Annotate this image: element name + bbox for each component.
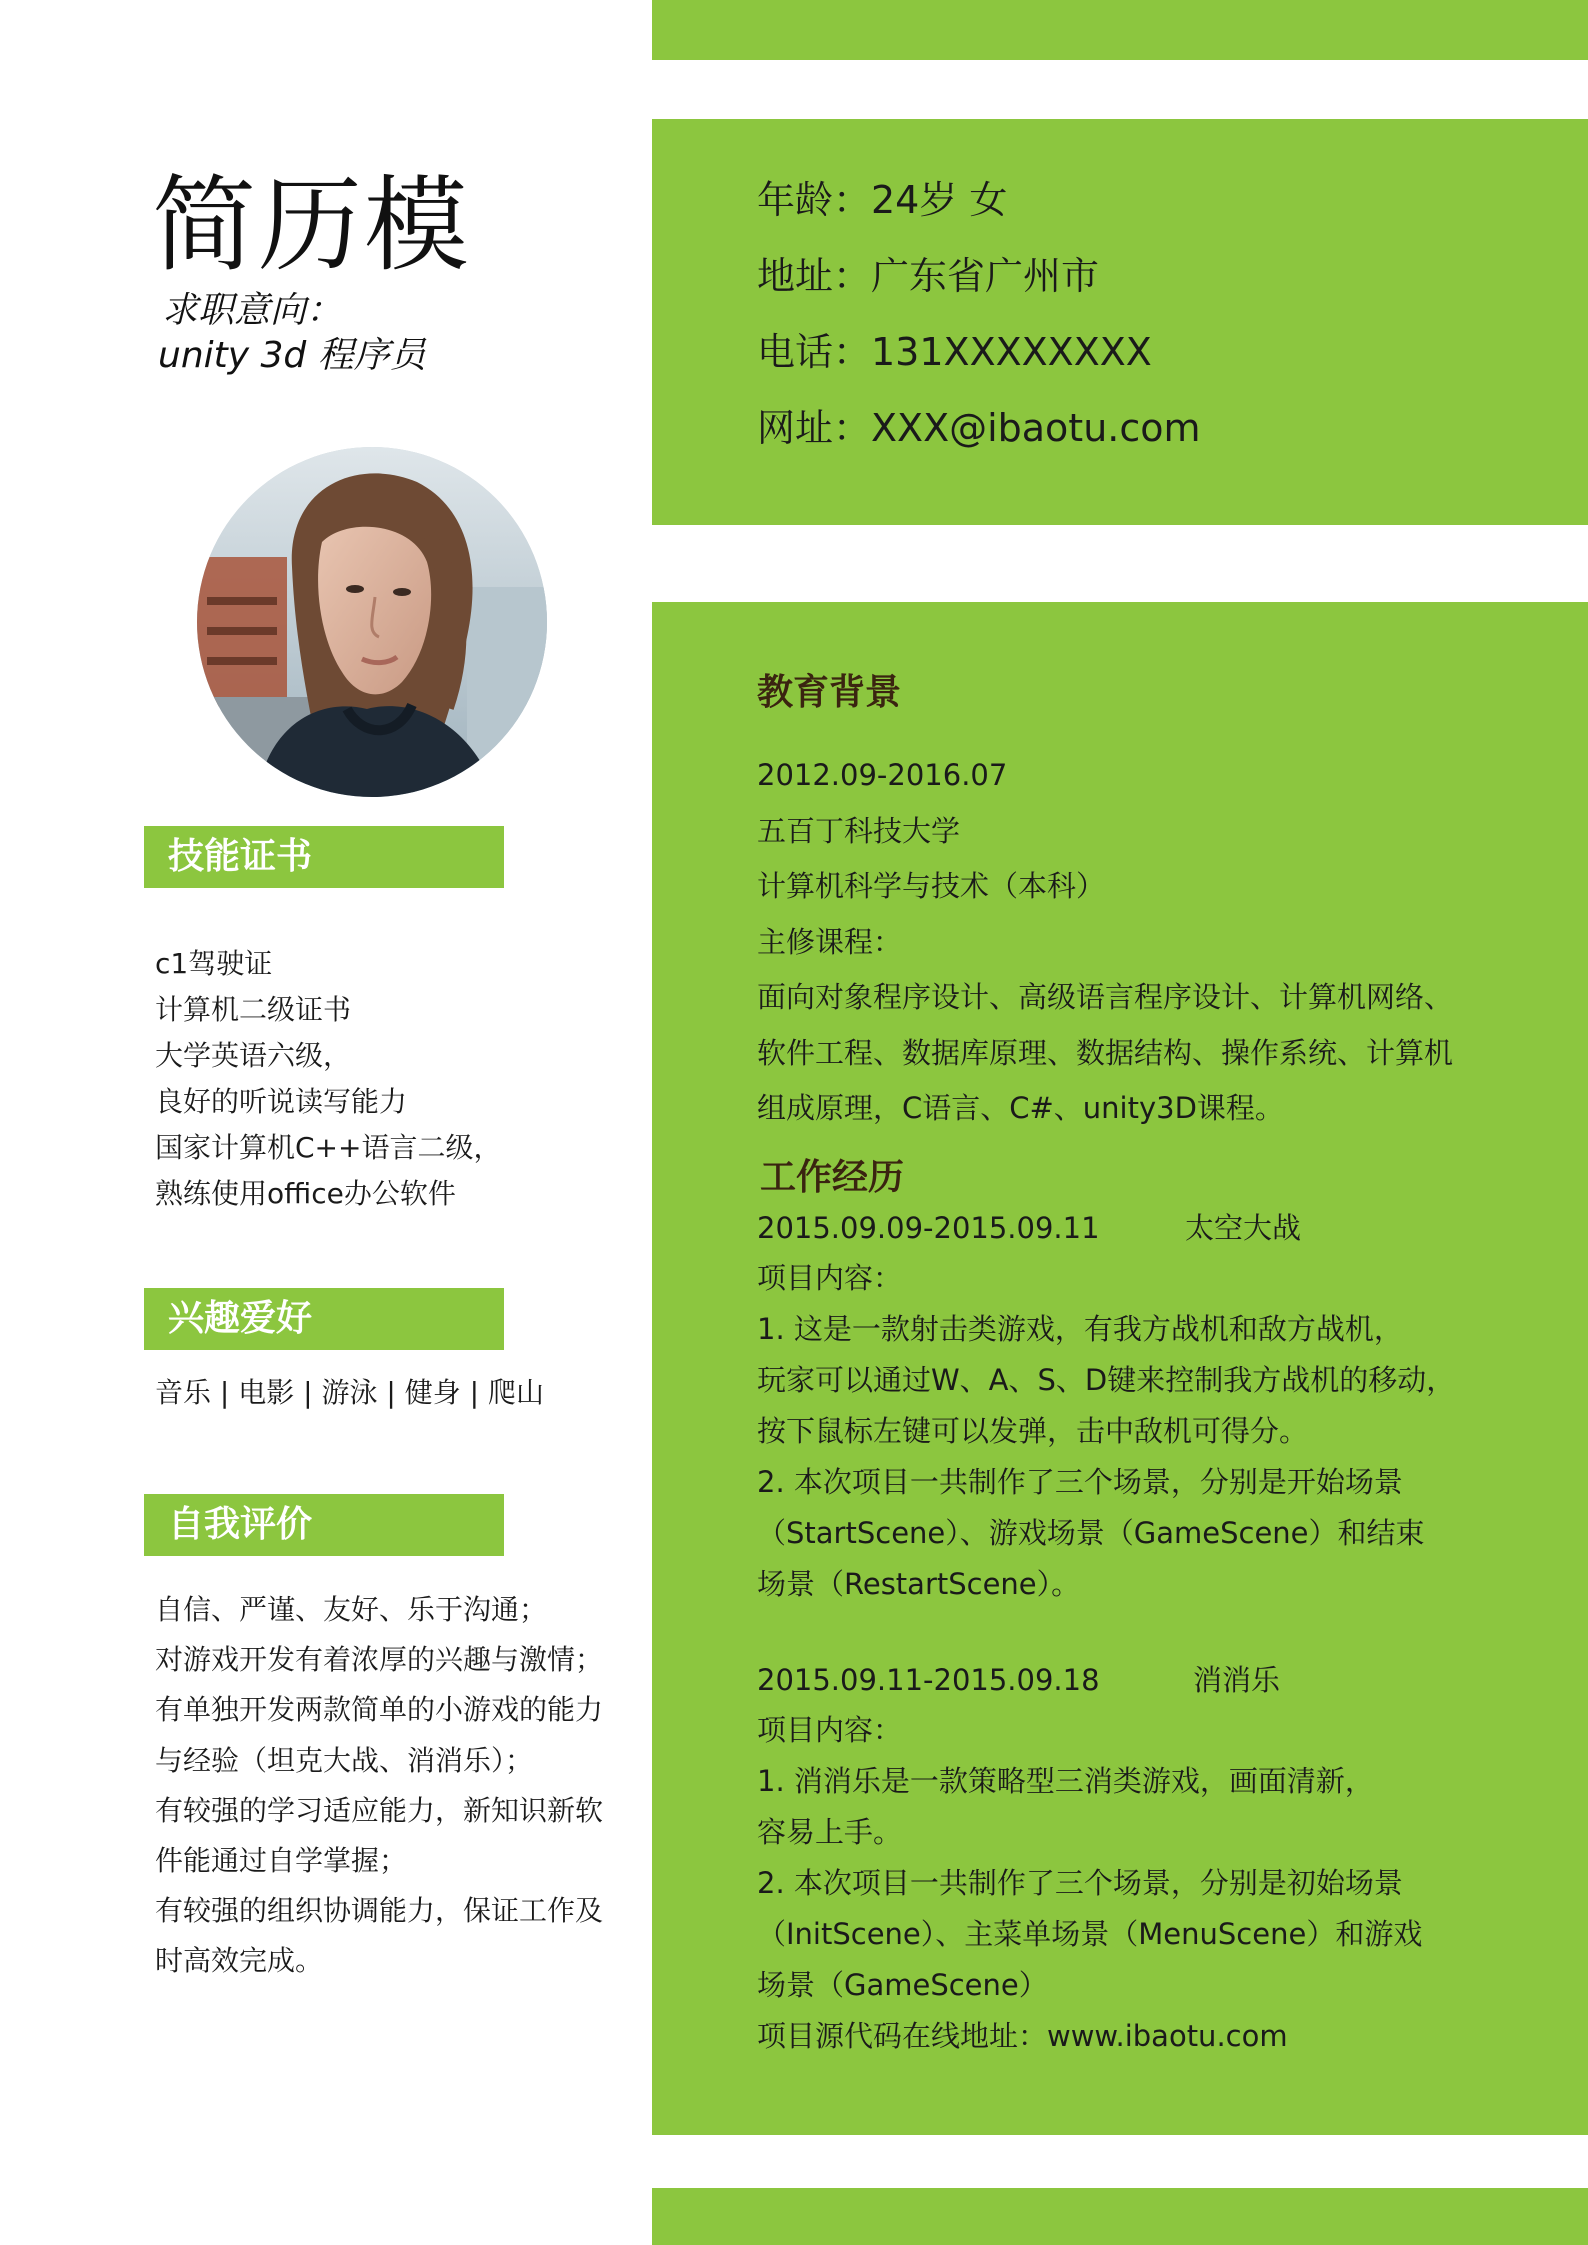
list-item: 时高效完成。 [155, 1944, 324, 1978]
info-phone: 电话：131XXXXXXXX [757, 330, 1152, 374]
list-item: 场景（RestartScene）。 [757, 1567, 1081, 1601]
education-heading: 教育背景 [757, 672, 902, 713]
list-item: 五百丁科技大学 [757, 813, 961, 848]
self-evaluation-heading-label: 自我评价 [168, 1504, 313, 1545]
list-item: 项目源代码在线地址：www.ibaotu.com [757, 2019, 1288, 2053]
list-item: （InitScene）、主菜单场景（MenuScene）和游戏 [757, 1917, 1423, 1951]
resume-title: 简历模 [152, 164, 471, 286]
list-item: 有单独开发两款简单的小游戏的能力 [155, 1693, 604, 1727]
list-item: 2012.09-2016.07 [757, 758, 1008, 792]
hobbies-heading-label: 兴趣爱好 [168, 1298, 313, 1339]
skills-heading-label: 技能证书 [168, 836, 313, 877]
list-item: 主修课程： [757, 924, 903, 959]
education-list [757, 748, 1453, 1137]
list-item: 1. 这是一款射击类游戏，有我方战机和敌方战机， [757, 1312, 1403, 1346]
bottom-accent-band [652, 2188, 1588, 2245]
hobbies-heading [144, 1288, 504, 1350]
personal-info-list [757, 162, 1201, 466]
job-intention-label: 求职意向： [162, 290, 343, 331]
info-website: 网址：XXX@ibaotu.com [757, 406, 1201, 450]
list-item: （StartScene）、游戏场景（GameScene）和结束 [757, 1516, 1425, 1550]
job-intention-value: unity 3d 程序员 [158, 335, 426, 376]
project-period: 2015.09.11-2015.09.18 [757, 1663, 1100, 1697]
list-item: 大学英语六级， [155, 1039, 352, 1072]
list-item: 软件工程、数据库原理、数据结构、操作系统、计算机 [757, 1035, 1454, 1070]
list-item: 组成原理，C语言、C#、unity3D课程。 [757, 1091, 1284, 1125]
list-item: 计算机科学与技术（本科） [757, 869, 1106, 903]
hobbies-text: 音乐 | 电影 | 游泳 | 健身 | 爬山 [155, 1376, 544, 1409]
list-item: 容易上手。 [757, 1815, 903, 1849]
list-item: c1驾驶证 [155, 947, 273, 980]
list-item: 2. 本次项目一共制作了三个场景，分别是开始场景 [757, 1465, 1403, 1499]
list-item: 国家计算机C++语言二级， [155, 1131, 502, 1164]
self-evaluation-list [155, 1585, 603, 1987]
list-item: 有较强的组织协调能力，保证工作及 [155, 1894, 604, 1928]
project-header [757, 1203, 1457, 1253]
top-accent-band [652, 0, 1588, 60]
project-description [757, 1705, 1422, 2062]
project-name: 消消乐 [1193, 1663, 1281, 1697]
list-item: 2. 本次项目一共制作了三个场景，分别是初始场景 [757, 1866, 1403, 1900]
project-description [757, 1253, 1455, 1610]
portrait-photo-icon [197, 447, 547, 797]
list-item: 玩家可以通过W、A、S、D键来控制我方战机的移动， [757, 1363, 1456, 1397]
work-experience-heading: 工作经历 [760, 1157, 905, 1198]
skills-heading [144, 826, 504, 888]
list-item: 自信、严谨、友好、乐于沟通； [155, 1593, 548, 1626]
list-item: 熟练使用office办公软件 [155, 1177, 456, 1210]
list-item: 项目内容： [757, 1713, 903, 1747]
info-age: 年龄：24岁 女 [757, 178, 1008, 222]
self-evaluation-heading [144, 1494, 504, 1556]
skills-list [155, 941, 501, 1217]
project-name: 太空大战 [1185, 1211, 1302, 1245]
list-item: 良好的听说读写能力 [155, 1085, 408, 1118]
list-item: 场景（GameScene） [757, 1968, 1048, 2002]
list-item: 项目内容： [757, 1261, 903, 1295]
list-item: 与经验（坦克大战、消消乐）； [155, 1743, 534, 1777]
list-item: 有较强的学习适应能力，新知识新软 [155, 1793, 604, 1827]
list-item: 计算机二级证书 [155, 993, 352, 1026]
list-item: 1. 消消乐是一款策略型三消类游戏，画面清新， [757, 1764, 1374, 1798]
list-item: 件能通过自学掌握； [155, 1844, 408, 1878]
info-address: 地址：广东省广州市 [757, 254, 1100, 298]
list-item: 按下鼠标左键可以发弹，击中敌机可得分。 [757, 1414, 1309, 1448]
project-header [757, 1655, 1457, 1705]
list-item: 面向对象程序设计、高级语言程序设计、计算机网络、 [757, 980, 1454, 1014]
project-period: 2015.09.09-2015.09.11 [757, 1211, 1100, 1245]
list-item: 对游戏开发有着浓厚的兴趣与激情； [155, 1643, 604, 1677]
